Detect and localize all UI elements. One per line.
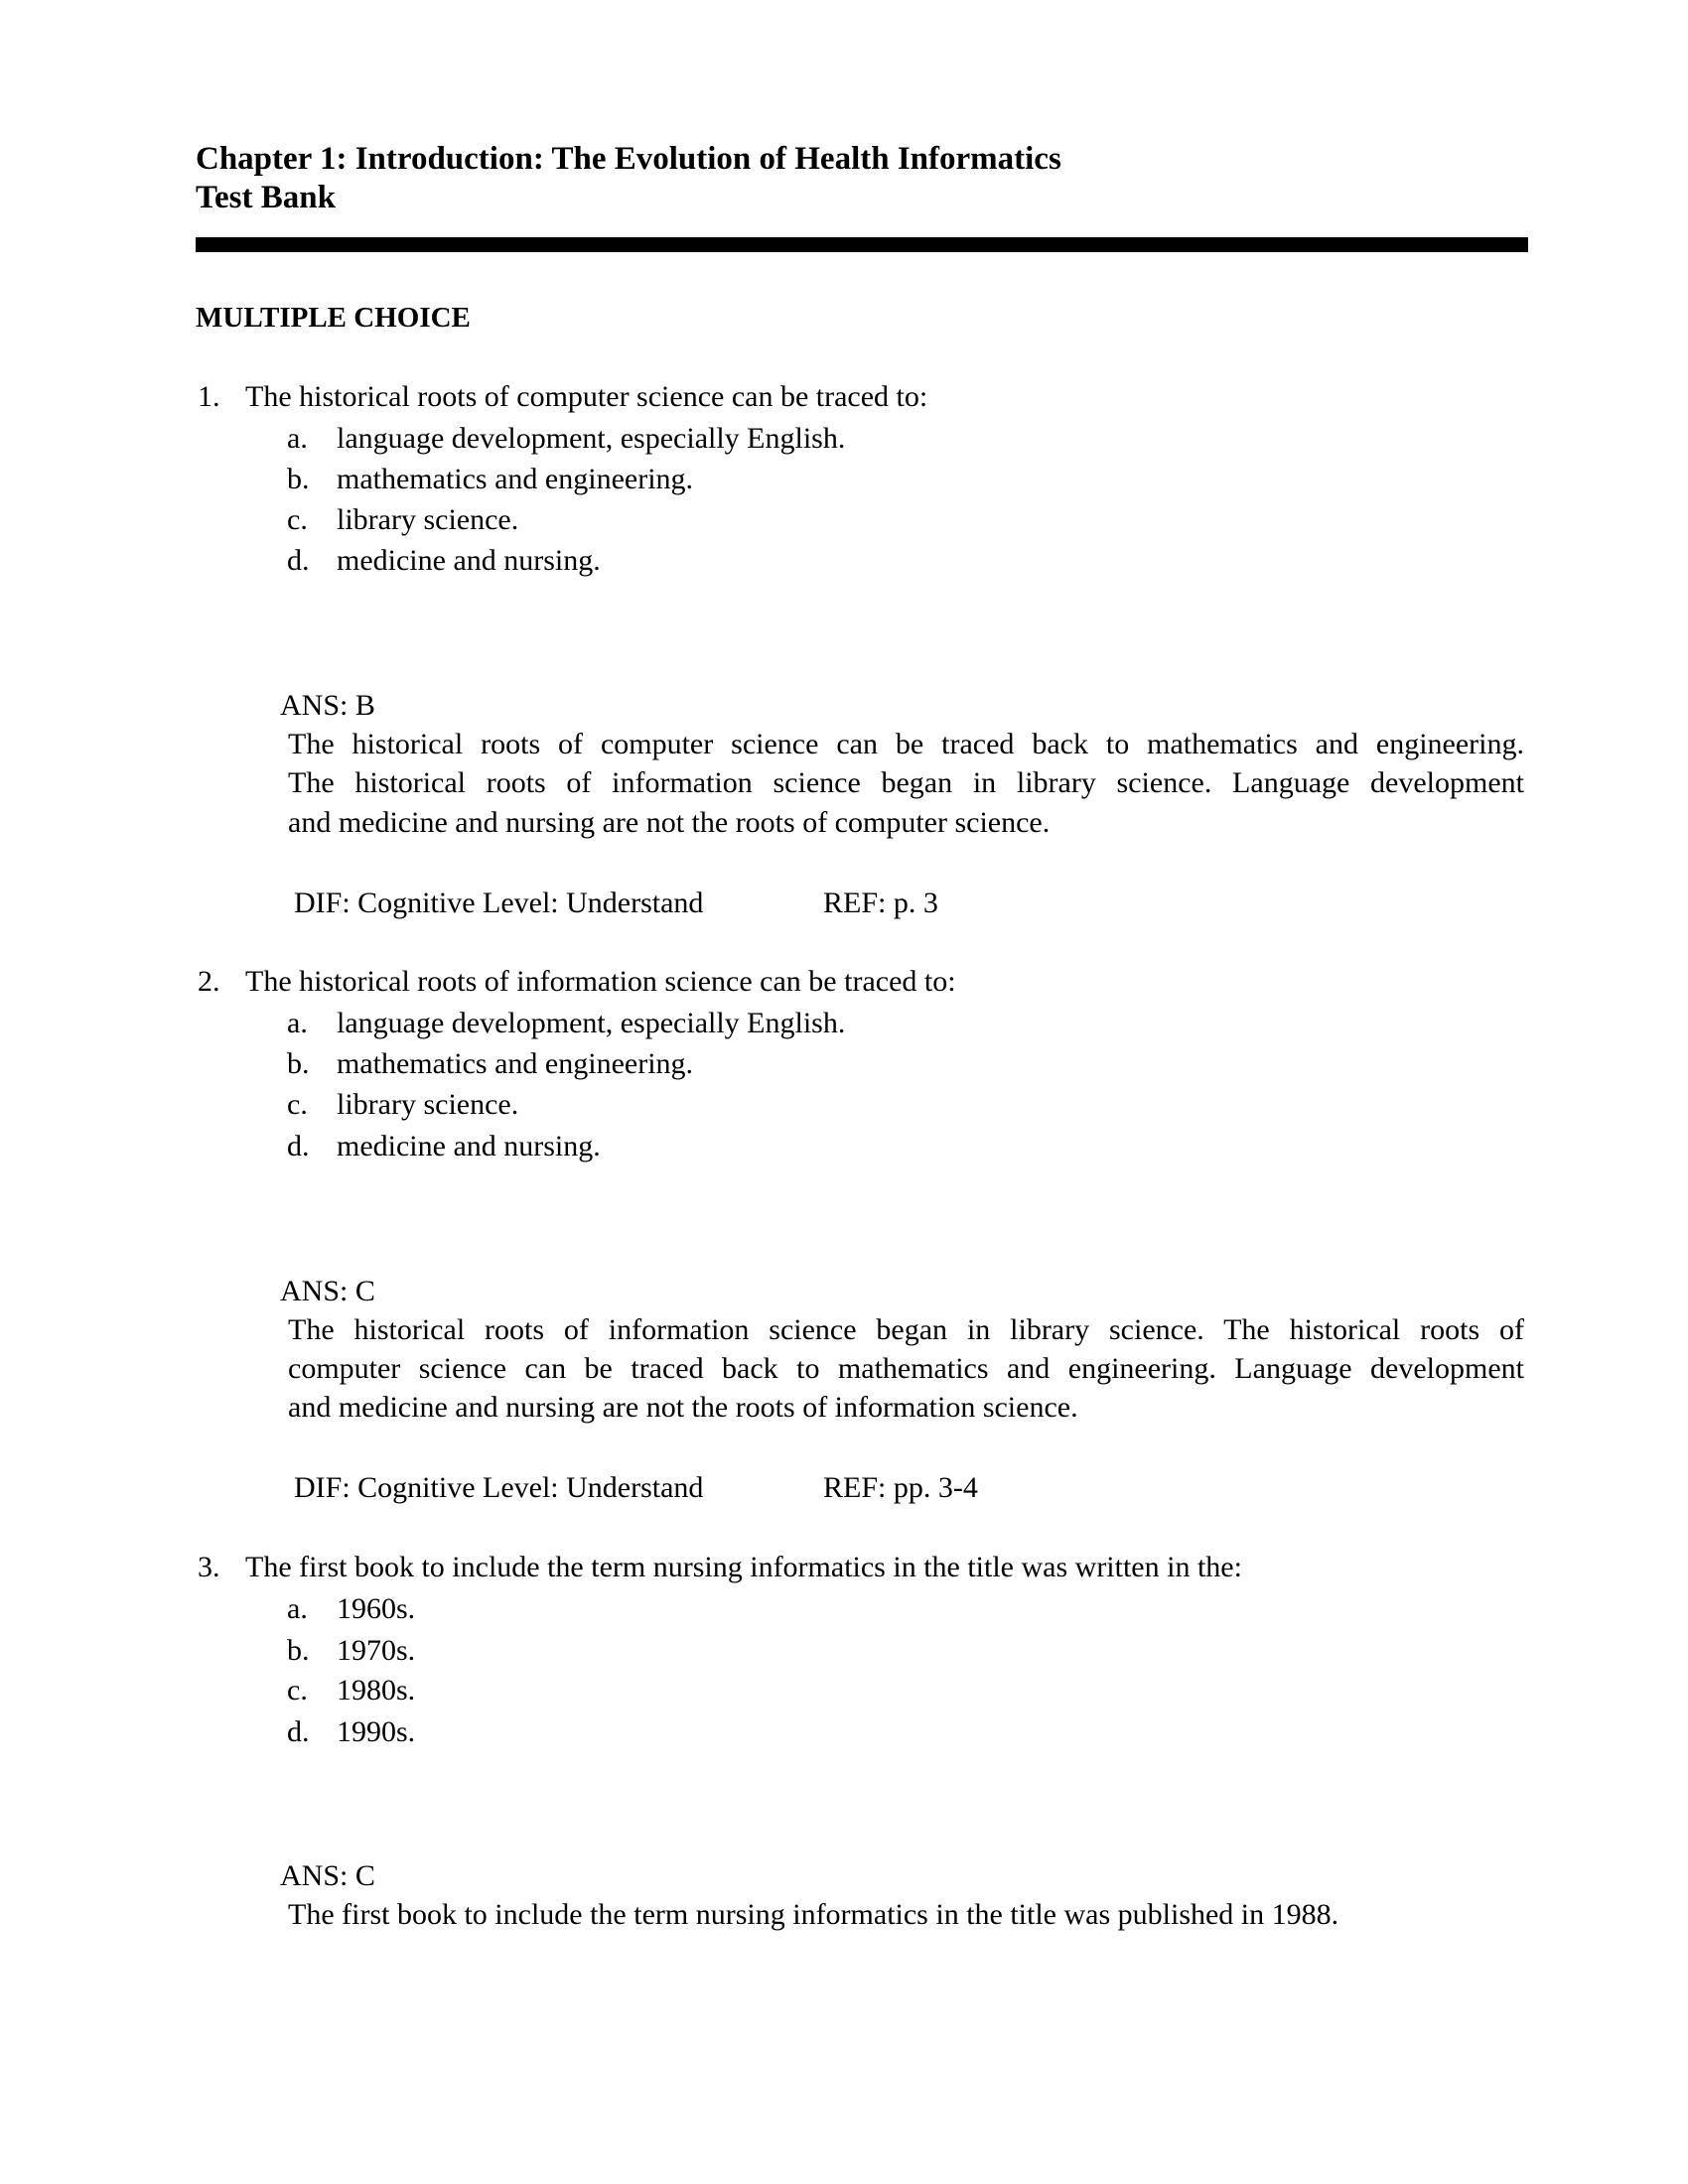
option-letter: b.	[287, 1634, 310, 1667]
option-text: 1980s.	[337, 1674, 416, 1706]
option-text: language development, especially English.	[337, 1007, 846, 1039]
reference-label: REF: pp. 3-4	[823, 1471, 978, 1504]
option-letter: a.	[287, 422, 308, 455]
reference-label: REF: p. 3	[823, 887, 938, 919]
option-text: library science.	[337, 1088, 519, 1121]
explanation-line: The historical roots of computer science can be traced back to mathematics and engineering.	[288, 728, 1524, 760]
explanation-line: and medicine and nursing are not the roots of information science.	[288, 1391, 1078, 1424]
section-heading: MULTIPLE CHOICE	[196, 302, 471, 334]
question-text: The historical roots of information science can be traced to:	[245, 965, 956, 998]
option-text: language development, especially English.	[337, 422, 846, 455]
option-letter: d.	[287, 1715, 310, 1748]
option-letter: c.	[287, 503, 308, 536]
question-text: The first book to include the term nursing informatics in the title was written in the:	[245, 1551, 1242, 1583]
option-letter: d.	[287, 544, 310, 577]
explanation-line: The historical roots of information science began in library science. The historical roots of	[288, 1313, 1524, 1346]
option-text: 1960s.	[337, 1592, 416, 1625]
option-letter: b.	[287, 463, 310, 495]
chapter-title: Chapter 1: Introduction: The Evolution of Health Informatics	[196, 141, 1061, 177]
difficulty-label: DIF: Cognitive Level: Understand	[294, 1471, 704, 1504]
option-text: library science.	[337, 503, 519, 536]
question-number: 2.	[198, 965, 220, 998]
answer-label: ANS: C	[280, 1859, 375, 1892]
explanation-line: and medicine and nursing are not the roots of computer science.	[288, 806, 1051, 839]
option-text: 1970s.	[337, 1634, 416, 1667]
option-text: mathematics and engineering.	[337, 1047, 694, 1080]
option-text: medicine and nursing.	[337, 544, 601, 577]
question-number: 1.	[198, 380, 220, 413]
option-letter: b.	[287, 1047, 310, 1080]
explanation-line: computer science can be traced back to mathematics and engineering. Language development	[288, 1352, 1524, 1385]
option-text: medicine and nursing.	[337, 1130, 601, 1162]
document-subtitle: Test Bank	[196, 180, 336, 215]
option-letter: a.	[287, 1592, 308, 1625]
header-rule	[196, 237, 1528, 252]
answer-label: ANS: B	[280, 689, 375, 722]
option-text: mathematics and engineering.	[337, 463, 694, 495]
explanation-line: The historical roots of information science began in library science. Language development	[288, 766, 1524, 799]
option-text: 1990s.	[337, 1715, 416, 1748]
question-number: 3.	[198, 1551, 220, 1583]
explanation-line: The first book to include the term nursing informatics in the title was published in 1988.	[288, 1898, 1339, 1931]
option-letter: a.	[287, 1007, 308, 1039]
answer-label: ANS: C	[280, 1275, 375, 1307]
option-letter: c.	[287, 1674, 308, 1706]
option-letter: d.	[287, 1130, 310, 1162]
option-letter: c.	[287, 1088, 308, 1121]
difficulty-label: DIF: Cognitive Level: Understand	[294, 887, 704, 919]
question-text: The historical roots of computer science can be traced to:	[245, 380, 928, 413]
